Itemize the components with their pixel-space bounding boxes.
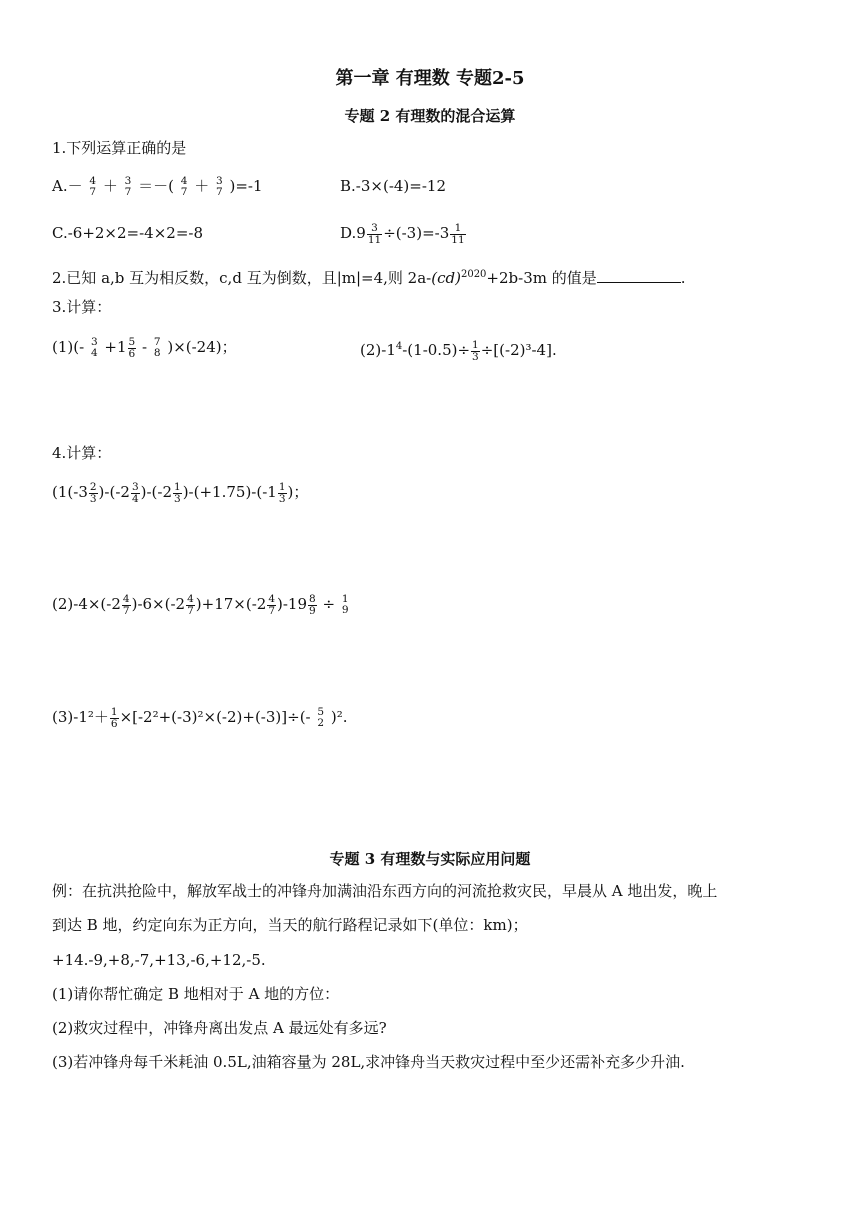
fraction: $\frac{4}{7}$ <box>268 592 276 617</box>
example-question-2: (2)救灾过程中，冲锋舟离出发点 A 最远处有多远? <box>52 1019 387 1037</box>
example-text-line-2: 到达 B 地，约定向东为正方向，当天的航行路程记录如下(单位：km)； <box>52 916 528 934</box>
fraction: 1 9 <box>341 593 349 616</box>
q4-stem: 4.计算： <box>52 444 112 462</box>
fraction: 3 4 <box>90 336 98 359</box>
q1-stem: 1.下列运算正确的是 <box>52 139 187 157</box>
fraction: 4 7 <box>89 175 97 198</box>
fraction: $\frac{4}{7}$ <box>122 592 130 617</box>
q3-part-2: $(2)-1^4-(1-0.5)\div$ $\frac{1}{3}$ ÷[(-2)³-4]. <box>360 338 557 363</box>
fraction: $\frac{1}{6}$ <box>110 705 118 730</box>
fraction: 3 7 <box>124 175 132 198</box>
fraction: $\frac{1}{11}$ <box>451 221 465 246</box>
fraction: 7 8 <box>153 336 161 359</box>
section-3-title: 专题 3 有理数与实际应用问题 <box>329 850 531 868</box>
q3-part-1: (1)(- 3 4 +1 $\frac{5}{6}$ - 7 8 )×(-24)； <box>52 335 237 360</box>
q4-part-2: (2)-4×(-2 $\frac{4}{7}$ )-6×(-2 $\frac{4}{7}$ )+17×(-2 $\frac{4}{7}$ )-19 $\frac{8}{9}$ ÷ 1 9 <box>52 592 349 617</box>
fraction: $\frac{1}{3}$ <box>174 480 181 505</box>
fraction: $\frac{4}{7}$ <box>187 592 194 617</box>
q1-option-a: A.－ 4 7 ＋ 3 7 ＝－( 4 7 ＋ 3 7 )=-1 <box>52 175 263 198</box>
answer-blank <box>597 268 681 283</box>
q1-option-b: B.-3×(-4)=-12 <box>340 177 447 195</box>
q4-part-3: (3)-1²＋ $\frac{1}{6}$ ×[-2²+(-3)²×(-2)+(-3)]÷(- 5 2 )². <box>52 705 348 730</box>
fraction: 3 7 <box>216 175 223 198</box>
section-2-title: 专题 2 有理数的混合运算 <box>344 107 516 125</box>
fraction: $\frac{5}{6}$ <box>128 335 136 360</box>
route-record: +14.-9,+8,-7,+13,-6,+12,-5. <box>52 951 266 969</box>
fraction: $\frac{2}{3}$ <box>89 480 97 505</box>
q2: 2.已知 a,b 互为相反数，c,d 互为倒数，且|m|=4,则 2a-(cd)$^{2020}$+2b-3m 的值是 . <box>52 269 686 287</box>
fraction: $\frac{3}{4}$ <box>131 480 139 505</box>
fraction: $\frac{1}{3}$ <box>472 338 479 363</box>
fraction: 5 2 <box>317 706 325 729</box>
page-title: 第一章 有理数 专题2-5 <box>335 68 525 89</box>
fraction: 4 7 <box>180 175 188 198</box>
q1-option-d: D.9 $\frac{3}{11}$ ÷(-3)=-3 $\frac{1}{11}$ <box>340 221 465 246</box>
example-text-line-1: 例：在抗洪抢险中，解放军战士的冲锋舟加满油沿东西方向的河流抢救灾民，早晨从 A 地出发，晚上 <box>52 882 718 900</box>
fraction: $\frac{3}{11}$ <box>367 221 382 246</box>
fraction: $\frac{1}{3}$ <box>278 480 286 505</box>
q3-stem: 3.计算： <box>52 298 112 316</box>
fraction: $\frac{8}{9}$ <box>309 592 316 617</box>
example-question-1: (1)请你帮忙确定 B 地相对于 A 地的方位： <box>52 985 340 1003</box>
example-question-3: (3)若冲锋舟每千米耗油 0.5L,油箱容量为 28L,求冲锋舟当天救灾过程中至少还需补充多少升油. <box>52 1053 685 1071</box>
q4-part-1: (1(-3 $\frac{2}{3}$ )-(-2 $\frac{3}{4}$ )-(-2 $\frac{1}{3}$ )-(+1.75)-(-1 $\frac{1}{3}$ )； <box>52 480 309 505</box>
q1-option-c: C.-6+2×2=-4×2=-8 <box>52 224 204 242</box>
